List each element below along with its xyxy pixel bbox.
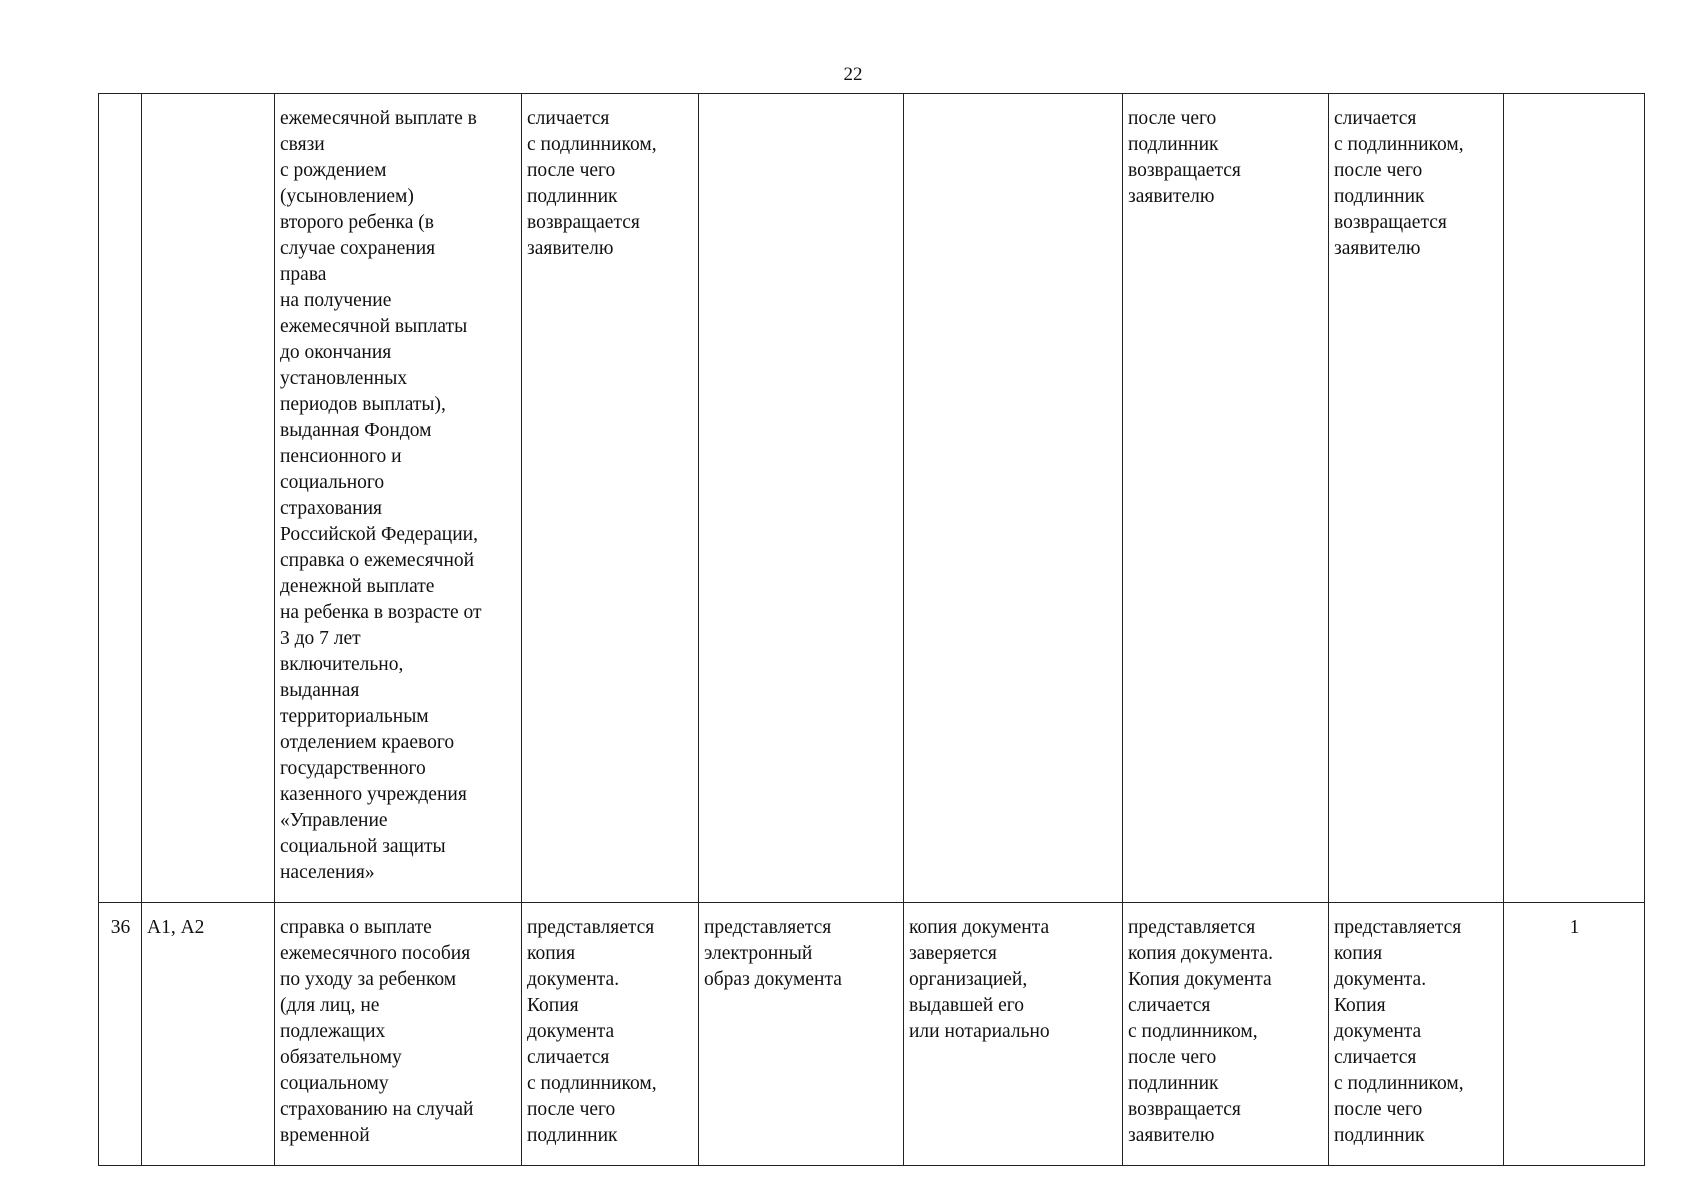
document-name: ежемесячной выплате в связи с рождением (усыновлением) второго ребенка (в случае сохранения права на получение ежемесячной выплаты до окончания установленных периодов выплаты), выданная Фондом пенсионного и социального страхования Российской Федерации, справка о ежемесячной денежной выплате на ребенка в возрасте от 3 до 7 лет включительно, выданная территориальным отделением краевого государственного казенного учреждения «Управление социальной защиты населения» (275, 94, 522, 903)
page-number: 22 (843, 64, 863, 85)
row-code: А1, А2 (142, 903, 275, 1166)
requirements-table (98, 93, 1645, 1166)
row-number (99, 94, 142, 903)
cell-col9 (1504, 94, 1645, 903)
row-number: 36 (99, 903, 142, 1166)
cell-col8: сличается с подлинником, после чего подлинник возвращается заявителю (1329, 94, 1504, 903)
row-code (142, 94, 275, 903)
cell-col6 (904, 94, 1123, 903)
cell-col7: представляется копия документа. Копия документа сличается с подлинником, после чего подлинник возвращается заявителю (1123, 903, 1329, 1166)
document-name: справка о выплате ежемесячного пособия по уходу за ребенком (для лиц, не подлежащих обязательному социальному страхованию на случай временной (275, 903, 522, 1166)
cell-col5: представляется электронный образ документа (699, 903, 904, 1166)
table-row (99, 903, 1645, 1166)
cell-col7: после чего подлинник возвращается заявителю (1123, 94, 1329, 903)
cell-col6: копия документа заверяется организацией, выдавшей его или нотариально (904, 903, 1123, 1166)
cell-col4: сличается с подлинником, после чего подлинник возвращается заявителю (522, 94, 699, 903)
cell-col4: представляется копия документа. Копия документа сличается с подлинником, после чего подлинник (522, 903, 699, 1166)
cell-col9: 1 (1504, 903, 1645, 1166)
cell-col5 (699, 94, 904, 903)
cell-col8: представляется копия документа. Копия документа сличается с подлинником, после чего подлинник (1329, 903, 1504, 1166)
table-row (99, 94, 1645, 903)
